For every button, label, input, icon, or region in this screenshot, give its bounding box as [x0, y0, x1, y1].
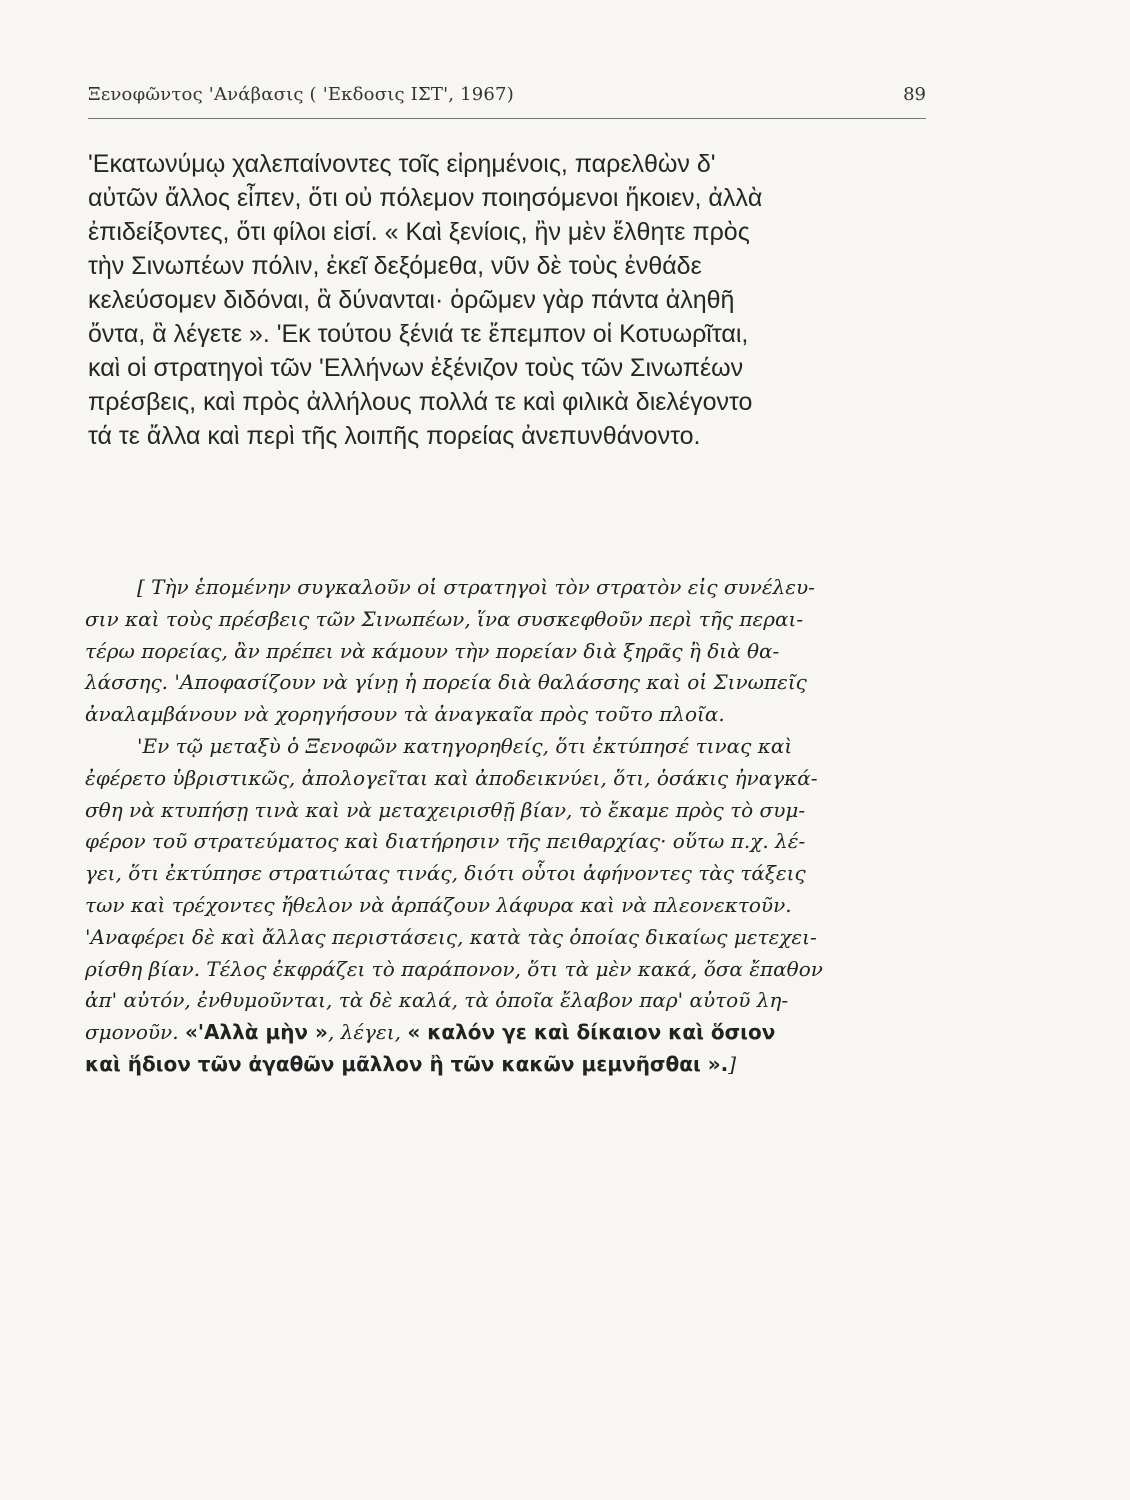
page-number: 89 [903, 84, 926, 105]
commentary-line: τέρω πορείας, ἂν πρέπει νὰ κάμουν τὴν πορείαν διὰ ξηρᾶς ἢ διὰ θα- [85, 638, 780, 663]
commentary-line: ἀπ' αὐτόν, ἐνθυμοῦνται, τὰ δὲ καλά, τὰ ὁποῖα ἔλαβον παρ' αὐτοῦ λη- [85, 988, 789, 1013]
main-text-line: κελεύσομεν διδόναι, ἃ δύνανται· ὁρῶμεν γὰρ πάντα ἀληθῆ [88, 286, 735, 314]
commentary-line: ἀναλαμβάνουν νὰ χορηγήσουν τὰ ἀναγκαῖα πρὸς τοῦτο πλοῖα. [85, 702, 725, 727]
commentary-line: σιν καὶ τοὺς πρέσβεις τῶν Σινωπέων, ἵνα συσκεφθοῦν περὶ τῆς περαι- [85, 606, 804, 631]
main-text-line: καὶ οἱ στρατηγοὶ τῶν 'Ελλήνων ἐξένιζον τοὺς τῶν Σινωπέων [88, 354, 744, 382]
main-text-line: ὄντα, ἃ λέγετε ». 'Εκ τούτου ξένιά τε ἔπεμπον οἱ Κοτυωρῖται, [88, 320, 749, 348]
main-text-line: πρέσβεις, καὶ πρὸς ἀλλήλους πολλά τε καὶ φιλικὰ διελέγοντο [88, 388, 753, 416]
bold-quotation: καὶ ἥδιον τῶν ἀγαθῶν μᾶλλον ἢ τῶν κακῶν μεμνῆσθαι ». [85, 1051, 729, 1076]
main-greek-text [88, 147, 933, 453]
main-text-line: ἐπιδείξοντες, ὅτι φίλοι εἰσί. « Καὶ ξενίοις, ἢν μὲν ἔλθητε πρὸς [88, 218, 750, 246]
commentary-line: φέρον τοῦ στρατεύματος καὶ διατήρησιν τῆς πειθαρχίας· οὕτω π.χ. λέ- [85, 829, 806, 854]
running-head-title: Ξενοφῶντος 'Ανάβασις ( 'Εκδοσις ΙΣΤ', 1967) [88, 84, 514, 105]
commentary-text: σμονοῦν. [85, 1020, 179, 1045]
commentary-line: λάσσης. 'Αποφασίζουν νὰ γίνῃ ἡ πορεία διὰ θαλάσσης καὶ οἱ Σινωπεῖς [85, 670, 807, 695]
closing-bracket: ] [728, 1051, 737, 1076]
main-text-line: τὴν Σινωπέων πόλιν, ἐκεῖ δεξόμεθα, νῦν δὲ τοὺς ἐνθάδε [88, 252, 702, 280]
commentary-line: 'Εν τῷ μεταξὺ ὁ Ξενοφῶν κατηγορηθείς, ὅτι ἐκτύπησέ τινας καὶ [137, 733, 793, 758]
commentary-line: γει, ὅτι ἐκτύπησε στρατιώτας τινάς, διότι οὗτοι ἀφήνοντες τὰς τάξεις [85, 861, 806, 886]
commentary-line: σθη νὰ κτυπήσῃ τινὰ καὶ νὰ μεταχειρισθῇ βίαν, τὸ ἔκαμε πρὸς τὸ συμ- [85, 797, 806, 822]
main-text-line: τά τε ἄλλα καὶ περὶ τῆς λοιπῆς πορείας ἀνεπυνθάνοντο. [88, 422, 701, 450]
main-text-line: 'Εκατωνύμῳ χαλεπαίνοντες τοῖς εἰρημένοις, παρελθὼν δ' [88, 150, 716, 178]
main-text-line: αὐτῶν ἄλλος εἶπεν, ὅτι οὐ πόλεμον ποιησόμενοι ἥκοιεν, ἀλλὰ [88, 184, 763, 212]
commentary-line-mixed [85, 1049, 935, 1081]
commentary-text: , λέγει, [327, 1020, 401, 1045]
commentary-line: [ Τὴν ἑπομένην συγκαλοῦν οἱ στρατηγοὶ τὸν στρατὸν εἰς συνέλευ- [137, 575, 815, 599]
commentary-line: 'Αναφέρει δὲ καὶ ἄλλας περιστάσεις, κατὰ τὰς ὁποίας δικαίως μετεχει- [85, 924, 817, 949]
commentary-line-mixed [85, 1017, 935, 1049]
commentary-line: ἐφέρετο ὑβριστικῶς, ἀπολογεῖται καὶ ἀποδεικνύει, ὅτι, ὁσάκις ἠναγκά- [85, 765, 818, 790]
commentary-line: ρίσθη βίαν. Τέλος ἐκφράζει τὸ παράπονον, ὅτι τὰ μὲν κακά, ὅσα ἔπαθον [85, 956, 823, 981]
commentary-summary [85, 572, 935, 1081]
running-head [88, 84, 926, 119]
bold-quotation: «'Αλλὰ μὴν » [184, 1020, 328, 1045]
commentary-line: των καὶ τρέχοντες ἤθελον νὰ ἁρπάζουν λάφυρα καὶ νὰ πλεονεκτοῦν. [85, 892, 792, 917]
bold-quotation: « καλόν γε καὶ δίκαιον καὶ ὅσιον [407, 1020, 776, 1045]
